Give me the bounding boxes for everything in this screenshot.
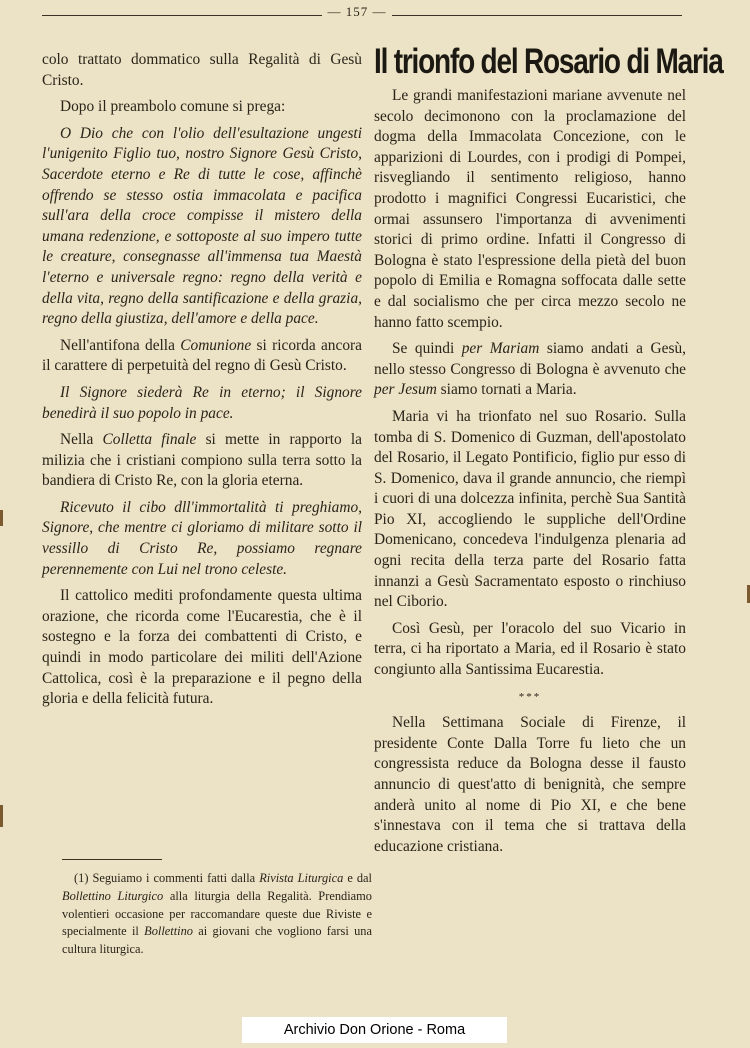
paragraph-manifestations: Le grandi manifestazioni mariane avvenute nel secolo decimonono con la proclamazione del dogma della Immacolata Concezione, con le apparizioni di Lourdes, con i prodigi di Pompei, risvegliando il sentimento religioso, hanno prodotto i magnifici Congressi Eucaristici, che ormai assunsero l'importanza di avvenimenti storici di primo ordine. Infatti il Congresso di Bologna è stato l'espressione della pietà del buon popolo di Emilia e Romagna soffocata dalle sette e dal socialismo che per circa mezzo secolo ne hanno fatto scempio. xyxy=(374,87,686,331)
header-rule-right xyxy=(392,15,682,16)
paragraph-settimana-sociale: Nella Settimana Sociale di Firenze, il presidente Conte Dalla Torre fu lieto che un congressista reduce da Bologna desse il fausto annuncio di quest'atto di benignità, che sempre anderà unito al nome di Pio XI, e che bene s'innestava con il tema che si trattava della educazione cristiana. xyxy=(374,714,686,855)
footnote-rule xyxy=(62,859,162,860)
right-column xyxy=(374,42,723,857)
paragraph-vicar: Così Gesù, per l'oracolo del suo Vicario in terra, ci ha riportato a Maria, ed il Rosario è stato congiunto alla Santissima Eucarestia. xyxy=(374,619,686,679)
article-title: Il trionfo del Rosario di Maria xyxy=(374,42,723,81)
prayer-text: O Dio che con l'olio dell'esultazione ungesti l'unigenito Figlio tuo, nostro Signore Gesù Cristo, Sacerdote eterno e Re di tutte le cose, affinchè offrendo se stesso ostia immacolata e pacifica sull'ara della croce compisse il mistero della umana redenzione, e sottoposte al suo impero tutte le creature, consegnasse all'immensa tua Maestà l'eterno e universale regno: regno della verità e della vita, regno della santificazione e della grazia, regno della giustiza, dell'amore e della pace. xyxy=(42,124,362,328)
left-column xyxy=(42,50,362,710)
antiphon-text: Il Signore siederà Re in eterno; il Signore benedirà il suo popolo in pace. xyxy=(42,383,362,422)
page-number: — 157 — xyxy=(327,4,387,19)
header-rule-left xyxy=(42,15,322,16)
section-separator: *** xyxy=(518,690,542,703)
colletta-text: Ricevuto il cibo dll'immortalità ti preghiamo, Signore, che mentre ci gloriamo di militare sotto il vessillo di Cristo Re, possiamo regnare perennemente con Lui nel trono celeste. xyxy=(42,498,362,578)
paragraph-colletta: Nella Colletta finale si mette in rapporto la milizia che i cristiani compiono sulla terra sotto la bandiera di Cristo Re, con la gloria eterna. xyxy=(42,431,362,490)
archive-watermark-label: Archivio Don Orione - Roma xyxy=(242,1017,507,1043)
paragraph-continuation: colo trattato dommatico sulla Regalità di Gesù Cristo. xyxy=(42,51,362,89)
paragraph-per-mariam: Se quindi per Mariam siamo andati a Gesù, nello stesso Congresso di Bologna è avvenuto che per Jesum siamo tornati a Maria. xyxy=(374,340,686,399)
paragraph-meditation: Il cattolico mediti profondamente questa ultima orazione, che ricorda come l'Eucarestia, che è il sostegno e la forza dei combattenti di Cristo, e quindi in modo particolare dei militi dell'Azione Cattolica, così è la preparazione e il pegno della gloria e della felicità futura. xyxy=(42,587,362,708)
paragraph-preamble: Dopo il preambolo comune si prega: xyxy=(60,98,286,116)
footnote: (1) Seguiamo i commenti fatti dalla Rivista Liturgica e dal Bollettino Liturgico alla liturgia della Regalità. Prendiamo volentieri occasione per raccomandare queste due Riviste e specialmente il Bollettino ai giovani che vogliono farsi una cultura liturgica. xyxy=(62,871,372,957)
paragraph-antiphon: Nell'antifona della Comunione si ricorda ancora il carattere di perpetuità del regno di Gesù Cristo. xyxy=(42,336,362,375)
paragraph-rosary-triumph: Maria vi ha trionfato nel suo Rosario. Sulla tomba di S. Domenico di Guzman, dell'apostolato del Rosario, il Legato Pontificio, figlio pur esso di S. Domenico, dava il grande annuncio, che riempì i cuori di una dolcezza infinita, perchè Sua Santità Pio XI, accogliendo le suppliche dell'Ordine Domenicano, concedeva l'indulgenza plenaria ad ogni recita della terza parte del Rosario fatta innanzi a Gesù Sacramentato esposto o rinchiuso nel Ciborio. xyxy=(374,407,686,611)
binding-mark xyxy=(0,805,3,827)
binding-mark xyxy=(0,510,3,526)
